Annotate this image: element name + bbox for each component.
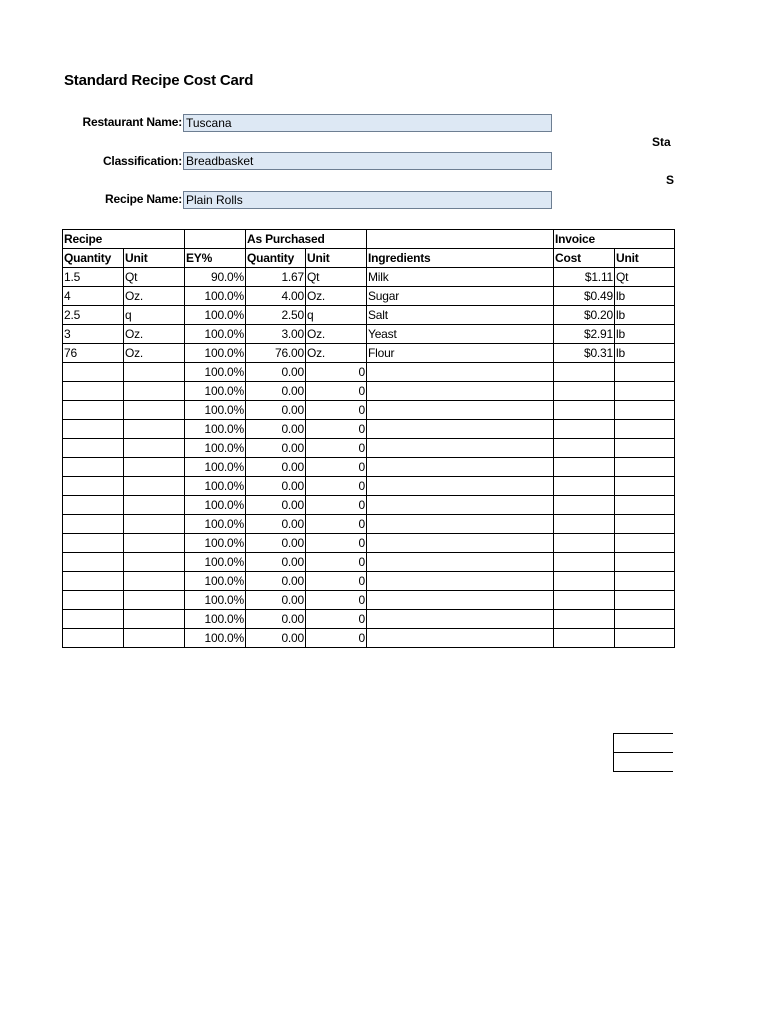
invoice-unit-cell[interactable]: [615, 572, 675, 591]
recipe-unit-cell[interactable]: [124, 553, 185, 572]
table-row: [63, 591, 675, 610]
invoice-unit-cell[interactable]: lb: [615, 287, 675, 306]
ingredient-cell[interactable]: [367, 629, 554, 648]
ap-unit-cell[interactable]: 0: [306, 591, 367, 610]
ingredient-cell[interactable]: [367, 534, 554, 553]
recipe-unit-cell[interactable]: [124, 363, 185, 382]
ap-unit-cell[interactable]: 0: [306, 496, 367, 515]
recipe-unit-cell[interactable]: [124, 420, 185, 439]
ap-quantity-cell[interactable]: 0.00: [246, 496, 306, 515]
ap-quantity-cell[interactable]: 0.00: [246, 363, 306, 382]
ey-percent-cell[interactable]: 100.0%: [185, 591, 246, 610]
recipe-quantity-header: Quantity: [63, 249, 124, 268]
recipe-quantity-cell[interactable]: [63, 458, 124, 477]
recipe-quantity-cell[interactable]: [63, 477, 124, 496]
invoice-group-header: Invoice: [554, 230, 675, 249]
cut-off-label-mid: S: [666, 173, 675, 187]
invoice-cost-cell[interactable]: [554, 477, 615, 496]
invoice-unit-cell[interactable]: [615, 401, 675, 420]
table-row: [63, 325, 675, 344]
ingredient-cell[interactable]: Yeast: [367, 325, 554, 344]
recipe-unit-cell[interactable]: [124, 496, 185, 515]
recipe-quantity-cell[interactable]: [63, 515, 124, 534]
table-row: [63, 477, 675, 496]
invoice-cost-cell[interactable]: $0.31: [554, 344, 615, 363]
column-header-row: [63, 249, 675, 268]
ingredient-cell[interactable]: Flour: [367, 344, 554, 363]
ey-percent-cell[interactable]: 100.0%: [185, 458, 246, 477]
recipe-unit-cell[interactable]: [124, 572, 185, 591]
invoice-cost-cell[interactable]: [554, 458, 615, 477]
invoice-cost-cell[interactable]: $0.20: [554, 306, 615, 325]
restaurant-name-field[interactable]: Tuscana: [183, 114, 552, 132]
ey-percent-cell[interactable]: 100.0%: [185, 382, 246, 401]
invoice-cost-header: Cost: [554, 249, 615, 268]
ap-unit-cell[interactable]: Qt: [306, 268, 367, 287]
invoice-cost-cell[interactable]: [554, 439, 615, 458]
table-row: [63, 344, 675, 363]
recipe-unit-cell[interactable]: [124, 534, 185, 553]
recipe-unit-cell[interactable]: [124, 382, 185, 401]
ap-quantity-cell[interactable]: 0.00: [246, 591, 306, 610]
invoice-cost-cell[interactable]: [554, 515, 615, 534]
invoice-unit-cell[interactable]: Qt: [615, 268, 675, 287]
recipe-quantity-cell[interactable]: [63, 610, 124, 629]
invoice-unit-cell[interactable]: lb: [615, 306, 675, 325]
ey-percent-header: EY%: [185, 249, 246, 268]
recipe-quantity-cell[interactable]: 1.5: [63, 268, 124, 287]
invoice-cost-cell[interactable]: [554, 401, 615, 420]
invoice-cost-cell[interactable]: $0.49: [554, 287, 615, 306]
ey-percent-cell[interactable]: 100.0%: [185, 534, 246, 553]
summary-cell[interactable]: [613, 752, 673, 772]
recipe-unit-cell[interactable]: [124, 458, 185, 477]
ap-unit-cell[interactable]: 0: [306, 401, 367, 420]
ey-percent-cell[interactable]: 100.0%: [185, 420, 246, 439]
ey-percent-cell[interactable]: 100.0%: [185, 287, 246, 306]
ey-percent-cell[interactable]: 100.0%: [185, 496, 246, 515]
ap-unit-cell[interactable]: 0: [306, 610, 367, 629]
ap-quantity-cell[interactable]: 0.00: [246, 420, 306, 439]
recipe-quantity-cell[interactable]: 4: [63, 287, 124, 306]
ingredient-cell[interactable]: Milk: [367, 268, 554, 287]
invoice-cost-cell[interactable]: [554, 534, 615, 553]
invoice-cost-cell[interactable]: $1.11: [554, 268, 615, 287]
invoice-unit-cell[interactable]: lb: [615, 325, 675, 344]
table-row: [63, 363, 675, 382]
ingredient-cell[interactable]: [367, 496, 554, 515]
ap-quantity-header: Quantity: [246, 249, 306, 268]
table-row: [63, 610, 675, 629]
summary-box: [613, 733, 673, 772]
ap-quantity-cell[interactable]: 0.00: [246, 477, 306, 496]
ap-quantity-cell[interactable]: 4.00: [246, 287, 306, 306]
invoice-cost-cell[interactable]: [554, 363, 615, 382]
table-row: [63, 287, 675, 306]
recipe-quantity-cell[interactable]: [63, 363, 124, 382]
ingredient-cell[interactable]: [367, 401, 554, 420]
ey-percent-cell[interactable]: 100.0%: [185, 610, 246, 629]
recipe-quantity-cell[interactable]: 3: [63, 325, 124, 344]
invoice-unit-cell[interactable]: [615, 553, 675, 572]
blank-header-cell: [185, 230, 246, 249]
ey-percent-cell[interactable]: 90.0%: [185, 268, 246, 287]
recipe-unit-cell[interactable]: [124, 477, 185, 496]
ap-unit-cell[interactable]: 0: [306, 477, 367, 496]
recipe-quantity-cell[interactable]: [63, 553, 124, 572]
invoice-cost-cell[interactable]: [554, 572, 615, 591]
classification-field[interactable]: Breadbasket: [183, 152, 552, 170]
table-row: [63, 401, 675, 420]
invoice-unit-cell[interactable]: [615, 515, 675, 534]
group-header-row: [63, 230, 675, 249]
recipe-group-header: Recipe: [63, 230, 185, 249]
recipe-unit-cell[interactable]: q: [124, 306, 185, 325]
ap-unit-cell[interactable]: Oz.: [306, 344, 367, 363]
ap-quantity-cell[interactable]: 0.00: [246, 553, 306, 572]
recipe-name-label: Recipe Name:: [105, 192, 182, 206]
ingredient-cell[interactable]: Salt: [367, 306, 554, 325]
ey-percent-cell[interactable]: 100.0%: [185, 553, 246, 572]
invoice-unit-cell[interactable]: [615, 496, 675, 515]
ey-percent-cell[interactable]: 100.0%: [185, 306, 246, 325]
table-row: [63, 629, 675, 648]
ey-percent-cell[interactable]: 100.0%: [185, 363, 246, 382]
invoice-cost-cell[interactable]: [554, 496, 615, 515]
ey-percent-cell[interactable]: 100.0%: [185, 401, 246, 420]
recipe-quantity-cell[interactable]: 76: [63, 344, 124, 363]
invoice-cost-cell[interactable]: [554, 610, 615, 629]
recipe-unit-cell[interactable]: Qt: [124, 268, 185, 287]
invoice-cost-cell[interactable]: [554, 553, 615, 572]
ap-unit-cell[interactable]: Oz.: [306, 325, 367, 344]
invoice-unit-cell[interactable]: [615, 610, 675, 629]
ap-quantity-cell[interactable]: 76.00: [246, 344, 306, 363]
invoice-unit-cell[interactable]: [615, 458, 675, 477]
ap-quantity-cell[interactable]: 1.67: [246, 268, 306, 287]
ey-percent-cell[interactable]: 100.0%: [185, 515, 246, 534]
recipe-quantity-cell[interactable]: [63, 572, 124, 591]
ingredient-cell[interactable]: [367, 439, 554, 458]
recipe-quantity-cell[interactable]: [63, 401, 124, 420]
table-row: [63, 439, 675, 458]
ap-unit-cell[interactable]: 0: [306, 458, 367, 477]
invoice-unit-cell[interactable]: [615, 420, 675, 439]
invoice-cost-cell[interactable]: [554, 629, 615, 648]
recipe-unit-cell[interactable]: [124, 515, 185, 534]
ap-unit-cell[interactable]: 0: [306, 420, 367, 439]
recipe-quantity-cell[interactable]: [63, 534, 124, 553]
ingredients-header: Ingredients: [367, 249, 554, 268]
invoice-unit-cell[interactable]: [615, 629, 675, 648]
ap-quantity-cell[interactable]: 2.50: [246, 306, 306, 325]
table-row: [63, 268, 675, 287]
ap-unit-header: Unit: [306, 249, 367, 268]
table-row: [63, 553, 675, 572]
ey-percent-cell[interactable]: 100.0%: [185, 572, 246, 591]
table-row: [63, 534, 675, 553]
recipe-cost-table: [62, 229, 675, 648]
invoice-unit-cell[interactable]: [615, 591, 675, 610]
recipe-unit-header: Unit: [124, 249, 185, 268]
ingredient-cell[interactable]: [367, 420, 554, 439]
recipe-quantity-cell[interactable]: [63, 591, 124, 610]
recipe-quantity-cell[interactable]: [63, 382, 124, 401]
ap-unit-cell[interactable]: 0: [306, 572, 367, 591]
recipe-quantity-cell[interactable]: [63, 629, 124, 648]
summary-cell[interactable]: [613, 733, 673, 752]
invoice-unit-header: Unit: [615, 249, 675, 268]
invoice-cost-cell[interactable]: [554, 420, 615, 439]
recipe-unit-cell[interactable]: [124, 591, 185, 610]
ap-quantity-cell[interactable]: 0.00: [246, 629, 306, 648]
recipe-quantity-cell[interactable]: [63, 439, 124, 458]
ingredient-cell[interactable]: [367, 515, 554, 534]
ey-percent-cell[interactable]: 100.0%: [185, 344, 246, 363]
ingredient-cell[interactable]: [367, 553, 554, 572]
invoice-cost-cell[interactable]: [554, 382, 615, 401]
ap-unit-cell[interactable]: 0: [306, 382, 367, 401]
recipe-quantity-cell[interactable]: [63, 496, 124, 515]
table-row: [63, 306, 675, 325]
recipe-name-field[interactable]: Plain Rolls: [183, 191, 552, 209]
ap-quantity-cell[interactable]: 0.00: [246, 534, 306, 553]
table-row: [63, 458, 675, 477]
invoice-unit-cell[interactable]: lb: [615, 344, 675, 363]
recipe-unit-cell[interactable]: [124, 401, 185, 420]
ap-quantity-cell[interactable]: 0.00: [246, 572, 306, 591]
as-purchased-group-header: As Purchased: [246, 230, 367, 249]
recipe-unit-cell[interactable]: Oz.: [124, 344, 185, 363]
ap-unit-cell[interactable]: 0: [306, 534, 367, 553]
ap-unit-cell[interactable]: 0: [306, 629, 367, 648]
invoice-unit-cell[interactable]: [615, 439, 675, 458]
table-row: [63, 420, 675, 439]
ingredient-cell[interactable]: [367, 382, 554, 401]
ingredient-cell[interactable]: Sugar: [367, 287, 554, 306]
classification-label: Classification:: [102, 154, 182, 168]
blank-header-cell: [367, 230, 554, 249]
ingredient-cell[interactable]: [367, 572, 554, 591]
invoice-cost-cell[interactable]: $2.91: [554, 325, 615, 344]
invoice-unit-cell[interactable]: [615, 534, 675, 553]
table-row: [63, 515, 675, 534]
recipe-unit-cell[interactable]: Oz.: [124, 287, 185, 306]
ingredient-cell[interactable]: [367, 477, 554, 496]
ey-percent-cell[interactable]: 100.0%: [185, 477, 246, 496]
ap-quantity-cell[interactable]: 0.00: [246, 401, 306, 420]
recipe-unit-cell[interactable]: Oz.: [124, 325, 185, 344]
ap-quantity-cell[interactable]: 3.00: [246, 325, 306, 344]
recipe-quantity-cell[interactable]: 2.5: [63, 306, 124, 325]
recipe-unit-cell[interactable]: [124, 629, 185, 648]
recipe-quantity-cell[interactable]: [63, 420, 124, 439]
ap-unit-cell[interactable]: 0: [306, 515, 367, 534]
ingredient-cell[interactable]: [367, 591, 554, 610]
ingredient-cell[interactable]: [367, 610, 554, 629]
recipe-unit-cell[interactable]: [124, 610, 185, 629]
ey-percent-cell[interactable]: 100.0%: [185, 629, 246, 648]
table-row: [63, 572, 675, 591]
recipe-unit-cell[interactable]: [124, 439, 185, 458]
ap-quantity-cell[interactable]: 0.00: [246, 458, 306, 477]
ap-quantity-cell[interactable]: 0.00: [246, 439, 306, 458]
ap-unit-cell[interactable]: 0: [306, 363, 367, 382]
table-row: [63, 382, 675, 401]
ap-unit-cell[interactable]: q: [306, 306, 367, 325]
ey-percent-cell[interactable]: 100.0%: [185, 325, 246, 344]
ingredient-cell[interactable]: [367, 458, 554, 477]
ap-unit-cell[interactable]: 0: [306, 439, 367, 458]
invoice-unit-cell[interactable]: [615, 363, 675, 382]
ap-quantity-cell[interactable]: 0.00: [246, 515, 306, 534]
invoice-unit-cell[interactable]: [615, 477, 675, 496]
ingredient-cell[interactable]: [367, 363, 554, 382]
invoice-unit-cell[interactable]: [615, 382, 675, 401]
ap-quantity-cell[interactable]: 0.00: [246, 382, 306, 401]
invoice-cost-cell[interactable]: [554, 591, 615, 610]
cut-off-label-top: Sta: [652, 135, 671, 149]
ap-unit-cell[interactable]: Oz.: [306, 287, 367, 306]
table-row: [63, 496, 675, 515]
ap-unit-cell[interactable]: 0: [306, 553, 367, 572]
ey-percent-cell[interactable]: 100.0%: [185, 439, 246, 458]
ap-quantity-cell[interactable]: 0.00: [246, 610, 306, 629]
restaurant-name-label: Restaurant Name:: [82, 115, 182, 129]
page-title: Standard Recipe Cost Card: [64, 72, 254, 89]
